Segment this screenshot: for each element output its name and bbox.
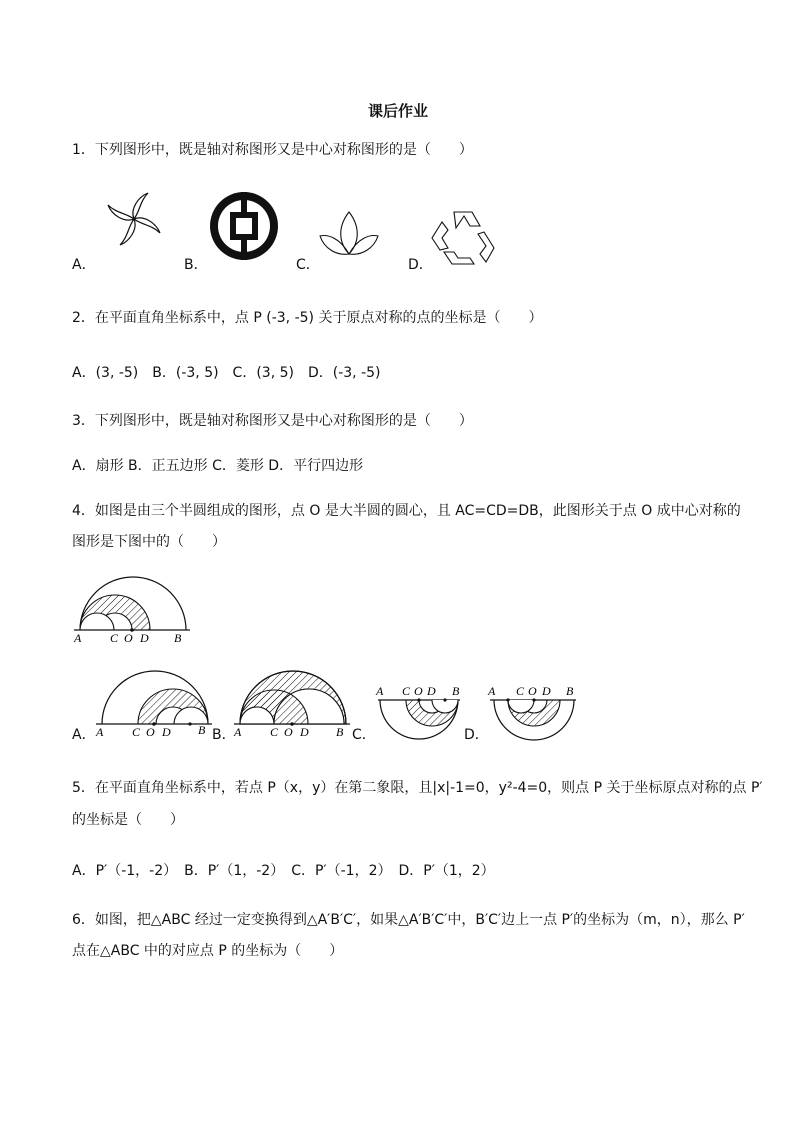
- q4-stem-line1: 4．如图是由三个半圆组成的图形，点 O 是大半圆的圆心，且 AC=CD=DB，此图形关于点 O 成中心对称的: [72, 503, 741, 519]
- label-a: A: [488, 684, 496, 698]
- pinwheel-figure: [96, 188, 172, 250]
- label-a: A: [234, 725, 242, 739]
- label-b: B: [336, 725, 344, 739]
- q3-stem: 3．下列图形中，既是轴对称图形又是中心对称图形的是（ ）: [72, 413, 473, 429]
- label-b: B: [174, 631, 182, 645]
- q4-option-a-figure: [94, 672, 214, 742]
- label-o: O: [146, 725, 155, 739]
- label-a: A: [74, 631, 82, 645]
- label-d: D: [140, 631, 149, 645]
- page-title: 课后作业: [368, 102, 429, 120]
- q4-option-d-figure: [486, 682, 582, 748]
- label-o: O: [284, 725, 293, 739]
- lotus-figure: [318, 208, 380, 264]
- label-a: A: [376, 684, 384, 698]
- q1-option-d-label: D．: [408, 257, 433, 273]
- bank-logo-figure: [206, 188, 282, 264]
- label-c: C: [516, 684, 525, 698]
- q1-option-b-label: B．: [184, 257, 208, 273]
- q4-option-b-figure: [232, 672, 356, 742]
- label-c: C: [110, 631, 119, 645]
- q1-stem: 1．下列图形中，既是轴对称图形又是中心对称图形的是（ ）: [72, 142, 473, 158]
- q5-stem-line1: 5．在平面直角坐标系中，若点 P（x，y）在第二象限，且|x|-1=0，y²-4=0，则点 P 关于坐标原点对称的点 P′: [72, 780, 763, 796]
- q2-stem: 2．在平面直角坐标系中，点 P (-3, -5) 关于原点对称的点的坐标是（ ）: [72, 310, 543, 326]
- q6-stem-line2: 点在△ABC 中的对应点 P 的坐标为（ ）: [72, 943, 344, 959]
- q4-option-a-label: A．: [72, 727, 96, 743]
- label-o: O: [414, 684, 423, 698]
- q4-option-c-label: C．: [352, 727, 376, 743]
- label-c: C: [402, 684, 411, 698]
- label-o: O: [124, 631, 133, 645]
- label-b: B: [566, 684, 574, 698]
- q4-stem-line2: 图形是下图中的（ ）: [72, 534, 226, 550]
- label-b: B: [452, 684, 460, 698]
- label-d: D: [300, 725, 309, 739]
- label-d: D: [427, 684, 436, 698]
- q1-option-a-label: A．: [72, 257, 96, 273]
- label-d: D: [162, 725, 171, 739]
- label-b: B: [198, 723, 206, 737]
- q3-options: A．扇形 B．正五边形 C．菱形 D．平行四边形: [72, 458, 364, 474]
- label-a: A: [96, 725, 104, 739]
- q4-option-d-label: D．: [464, 727, 489, 743]
- q4-main-figure: [72, 578, 196, 648]
- q4-option-c-figure: [374, 682, 466, 748]
- q4-option-b-label: B．: [212, 727, 236, 743]
- label-d: D: [542, 684, 551, 698]
- label-o: O: [528, 684, 537, 698]
- q1-option-c-label: C．: [296, 257, 320, 273]
- q2-options: A．(3, -5) B．(-3, 5) C．(3, 5) D．(-3, -5): [72, 365, 381, 381]
- q5-stem-line2: 的坐标是（ ）: [72, 812, 184, 828]
- label-c: C: [270, 725, 279, 739]
- recycle-triangle-figure: [430, 208, 496, 268]
- q6-stem-line1: 6．如图，把△ABC 经过一定变换得到△A′B′C′，如果△A′B′C′中，B′C′边上一点 P′的坐标为（m，n），那么 P′: [72, 912, 745, 928]
- label-c: C: [132, 725, 141, 739]
- q5-options: A．P′（-1，-2） B．P′（1，-2） C．P′（-1，2） D．P′（1，2）: [72, 863, 495, 879]
